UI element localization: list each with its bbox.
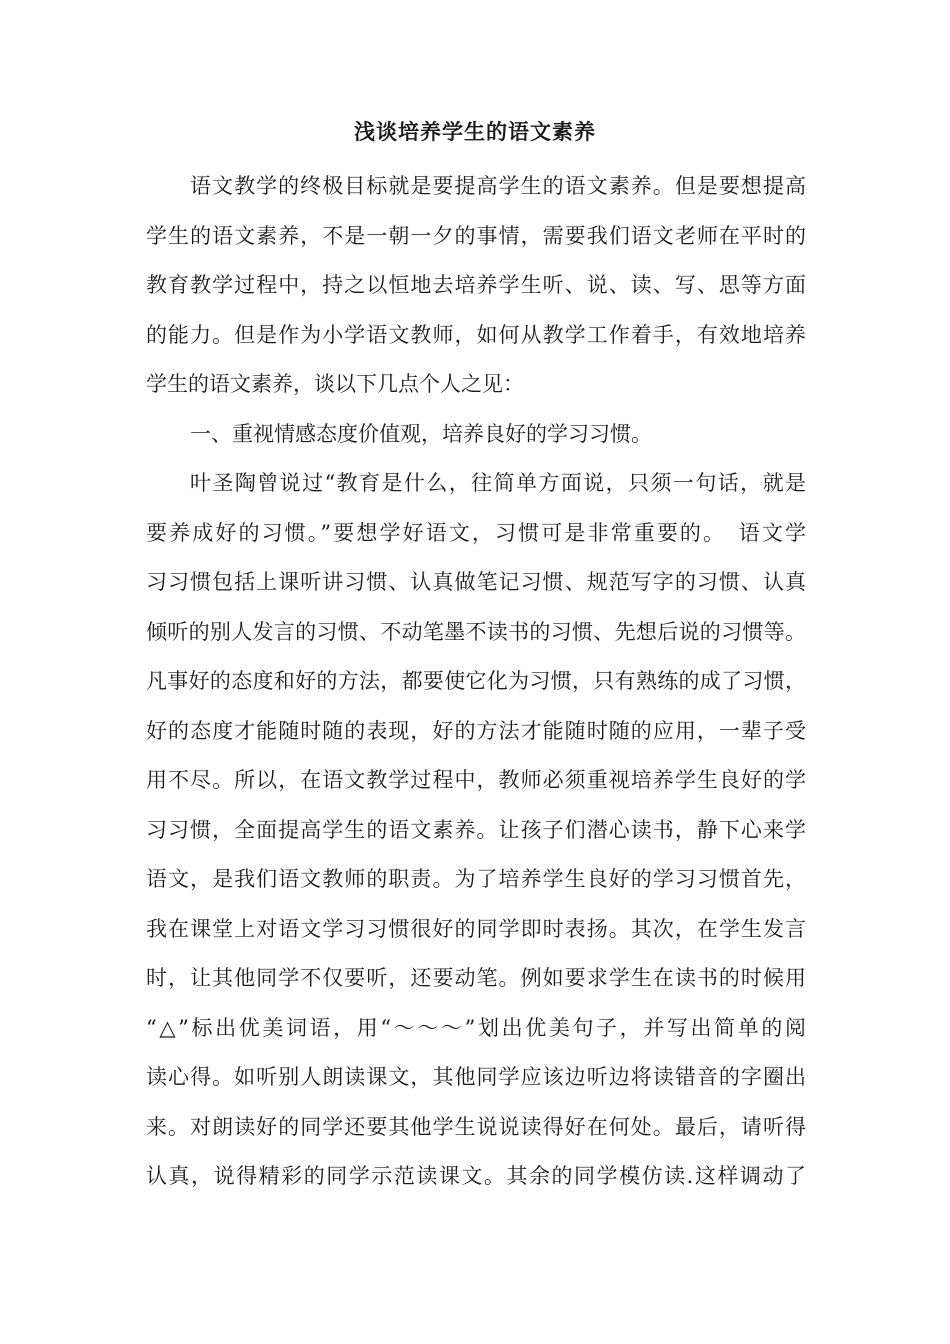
document-title: 浅谈培养学生的语文素养	[354, 119, 596, 144]
paragraph-line: 教育教学过程中，持之以恒地去培养学生听、说、读、写、思等方面	[146, 273, 806, 297]
paragraph-line: 我在课堂上对语文学习习惯很好的同学即时表扬。其次，在学生发言	[146, 916, 806, 941]
paragraph-line: 时，让其他同学不仅要听，还要动笔。例如要求学生在读书的时候用	[146, 966, 806, 990]
paragraph-line: 用不尽。所以，在语文教学过程中，教师必须重视培养学生良好的学	[146, 768, 806, 792]
paragraph-line: 语文教学的终极目标就是要提高学生的语文素养。但是要想提高	[190, 174, 806, 198]
paragraph-line: 叶圣陶曾说过“教育是什么，往简单方面说，只须一句话，就是	[190, 471, 806, 495]
section-heading: 一、重视情感态度价值观，培养良好的学习习惯。	[190, 421, 652, 446]
document-body	[146, 166, 806, 1206]
paragraph-line: 的能力。但是作为小学语文教师，如何从教学工作着手，有效地培养	[146, 322, 806, 347]
paragraph-line: 读心得。如听别人朗读课文，其他同学应该边听边将读错音的字圈出	[146, 1065, 806, 1089]
paragraph-line: 语文，是我们语文教师的职责。为了培养学生良好的学习习惯首先，	[146, 867, 806, 891]
paragraph-line: 要养成好的习惯。”要想学好语文，习惯可是非常重要的。 语文学	[146, 520, 806, 545]
paragraph-line: 好的态度才能随时随的表现，好的方法才能随时随的应用，一辈子受	[146, 718, 806, 743]
paragraph-line: 凡事好的态度和好的方法，都要使它化为习惯，只有熟练的成了习惯，	[146, 669, 806, 693]
paragraph-line: 学生的语文素养，不是一朝一夕的事情，需要我们语文老师在平时的	[146, 223, 806, 248]
paragraph-line: “△”标出优美词语，用“～～～”划出优美句子，并写出简单的阅	[146, 1015, 806, 1040]
paragraph-line: 习习惯包括上课听讲习惯、认真做笔记习惯、规范写字的习惯、认真	[146, 570, 806, 594]
paragraph-line: 学生的语文素养，谈以下几点个人之见：	[146, 372, 524, 396]
paragraph-line: 认真，说得精彩的同学示范读课文。其余的同学模仿读.这样调动了	[146, 1164, 806, 1188]
paragraph-line: 来。对朗读好的同学还要其他学生说说读得好在何处。最后，请听得	[146, 1114, 806, 1139]
paragraph-line: 习习惯，全面提高学生的语文素养。让孩子们潜心读书，静下心来学	[146, 817, 806, 842]
paragraph-line: 倾听的别人发言的习惯、不动笔墨不读书的习惯、先想后说的习惯等。	[146, 619, 806, 644]
